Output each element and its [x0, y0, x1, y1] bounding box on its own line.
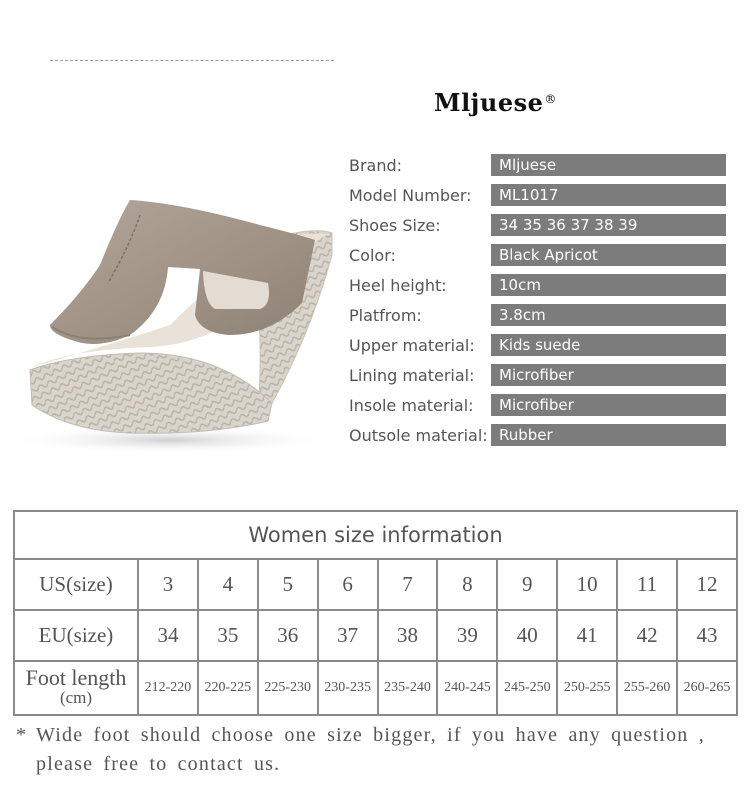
spec-label: Model Number: — [349, 186, 472, 205]
product-image-wedge-sandal — [10, 185, 340, 455]
eu-size-row — [14, 610, 737, 661]
spec-value: ML1017 — [491, 184, 726, 206]
foot-length-cell: 212-220 — [138, 661, 198, 715]
spec-row-lining-material — [349, 363, 729, 393]
spec-value: 34 35 36 37 38 39 — [491, 214, 726, 236]
spec-value: 3.8cm — [491, 304, 726, 326]
spec-label: Upper material: — [349, 336, 475, 355]
spec-value: Microfiber — [491, 394, 726, 416]
spec-value: Rubber — [491, 424, 726, 446]
foot-length-cell: 245-250 — [497, 661, 557, 715]
sizing-note — [16, 721, 746, 779]
brand-logo-text: Mljuese — [434, 88, 544, 117]
size-chart-table — [13, 510, 738, 716]
spec-row-color — [349, 243, 729, 273]
us-size-cell: 10 — [557, 559, 617, 610]
us-size-cell: 7 — [378, 559, 438, 610]
spec-value: Microfiber — [491, 364, 726, 386]
foot-length-cell: 235-240 — [378, 661, 438, 715]
spec-label: Heel height: — [349, 276, 447, 295]
us-size-row — [14, 559, 737, 610]
spec-label: Insole material: — [349, 396, 474, 415]
us-size-cell: 12 — [677, 559, 737, 610]
platform-sole — [30, 353, 272, 433]
eu-size-cell: 34 — [138, 610, 198, 661]
eu-size-cell: 37 — [318, 610, 378, 661]
eu-size-cell: 38 — [378, 610, 438, 661]
eu-size-cell: 35 — [198, 610, 258, 661]
foot-length-label — [14, 661, 138, 715]
spec-row-upper-material — [349, 333, 729, 363]
size-chart-title: Women size information — [14, 511, 737, 559]
eu-size-cell: 41 — [557, 610, 617, 661]
registered-mark: ® — [544, 92, 557, 106]
foot-length-cell: 260-265 — [677, 661, 737, 715]
foot-length-unit: (cm) — [59, 688, 93, 707]
foot-length-cell: 220-225 — [198, 661, 258, 715]
spec-label: Lining material: — [349, 366, 475, 385]
spec-list — [349, 153, 729, 453]
foot-length-cell: 255-260 — [617, 661, 677, 715]
sizing-note-line-2: please free to contact us. — [36, 753, 281, 775]
eu-size-cell: 40 — [497, 610, 557, 661]
spec-row-brand — [349, 153, 729, 183]
spec-label: Color: — [349, 246, 396, 265]
note-asterisk: * — [16, 724, 28, 746]
spec-row-model-number — [349, 183, 729, 213]
us-size-cell: 11 — [617, 559, 677, 610]
foot-length-cell: 225-230 — [258, 661, 318, 715]
eu-size-cell: 39 — [437, 610, 497, 661]
foot-length-cell: 230-235 — [318, 661, 378, 715]
us-size-cell: 9 — [497, 559, 557, 610]
spec-label: Outsole material: — [349, 426, 488, 445]
foot-length-label-text: Foot length — [25, 665, 127, 690]
spec-label: Brand: — [349, 156, 403, 175]
eu-size-cell: 42 — [617, 610, 677, 661]
eu-size-cell: 43 — [677, 610, 737, 661]
us-size-cell: 3 — [138, 559, 198, 610]
spec-value: Mljuese — [491, 154, 726, 176]
spec-row-platform — [349, 303, 729, 333]
spec-value: 10cm — [491, 274, 726, 296]
eu-size-cell: 36 — [258, 610, 318, 661]
spec-label: Shoes Size: — [349, 216, 441, 235]
us-size-cell: 4 — [198, 559, 258, 610]
spec-value: Kids suede — [491, 334, 726, 356]
us-size-cell: 5 — [258, 559, 318, 610]
us-size-label: US(size) — [14, 559, 138, 610]
spec-value: Black Apricot — [491, 244, 726, 266]
foot-length-cell: 250-255 — [557, 661, 617, 715]
spec-row-shoe-size — [349, 213, 729, 243]
note-text-1: Wide foot should choose one size bigger, if you have any question , — [36, 724, 705, 746]
brand-logo — [434, 88, 557, 117]
decorative-dashed-line — [50, 60, 334, 61]
eu-size-label: EU(size) — [14, 610, 138, 661]
foot-length-row — [14, 661, 737, 715]
spec-row-heel-height — [349, 273, 729, 303]
sizing-note-line-1 — [16, 721, 746, 750]
foot-length-cell: 240-245 — [437, 661, 497, 715]
spec-label: Platfrom: — [349, 306, 422, 325]
us-size-cell: 8 — [437, 559, 497, 610]
spec-row-insole-material — [349, 393, 729, 423]
us-size-cell: 6 — [318, 559, 378, 610]
spec-row-outsole-material — [349, 423, 729, 453]
